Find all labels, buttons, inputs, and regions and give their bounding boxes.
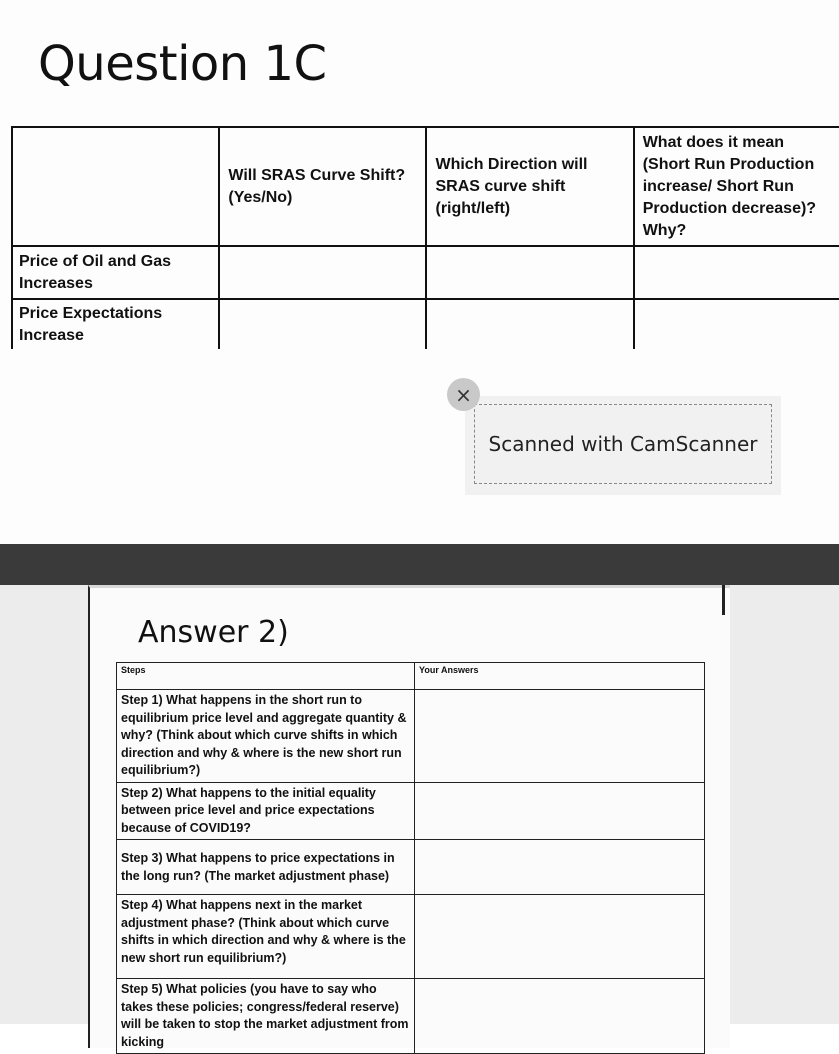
step-text: Step 1) What happens in the short run to equilibrium price level and aggregate quantity & why? (Think about which curve shifts in which direction and why & where is the new short run equilibrium?) <box>117 690 415 783</box>
page-title: Answer 2) <box>138 615 289 650</box>
table-row <box>117 690 705 783</box>
answer-cell <box>219 299 426 349</box>
camscanner-watermark <box>465 396 781 495</box>
step-text: Step 4) What happens next in the market adjustment phase? (Think about which curve shifts in which direction and why & where is the new short run equilibrium?) <box>117 895 415 979</box>
answer-cell <box>426 246 633 299</box>
table-header-row <box>117 663 705 690</box>
page-divider <box>0 544 839 585</box>
header-your-answers: Your Answers <box>415 663 705 690</box>
sras-table <box>11 126 839 349</box>
table-row <box>117 895 705 979</box>
watermark-text: Scanned with CamScanner <box>488 432 758 456</box>
row-label-price-expectations: Price Expectations Increase <box>12 299 219 349</box>
answer-cell <box>415 690 705 783</box>
paper-edge <box>722 585 725 615</box>
header-cell-shift: Will SRAS Curve Shift? (Yes/No) <box>219 127 426 246</box>
table-row <box>117 782 705 840</box>
row-label-oil-gas: Price of Oil and Gas Increases <box>12 246 219 299</box>
answer-cell <box>426 299 633 349</box>
header-steps: Steps <box>117 663 415 690</box>
table-row <box>12 299 839 349</box>
photo-page-answer <box>0 585 839 1049</box>
steps-table <box>116 662 705 1054</box>
table-header-row <box>12 127 839 246</box>
close-watermark-button[interactable] <box>447 378 480 411</box>
table-row <box>117 840 705 895</box>
header-cell-empty <box>12 127 219 246</box>
table-row <box>117 979 705 1054</box>
header-cell-direction: Which Direction will SRAS curve shift (right/left) <box>426 127 633 246</box>
step-text: Step 2) What happens to the initial equality between price level and price expectations because of COVID19? <box>117 782 415 840</box>
answer-cell <box>415 840 705 895</box>
answer-cell <box>634 246 839 299</box>
answer-cell <box>634 299 839 349</box>
header-cell-meaning: What does it mean (Short Run Production increase/ Short Run Production decrease)? Why? <box>634 127 839 246</box>
close-icon: × <box>455 382 472 407</box>
answer-cell <box>415 979 705 1054</box>
answer-cell <box>219 246 426 299</box>
step-text: Step 5) What policies (you have to say who takes these policies; congress/federal reserve) will be taken to stop the market adjustment from kicking <box>117 979 415 1054</box>
answer-cell <box>415 782 705 840</box>
watermark-box <box>474 404 772 484</box>
step-text: Step 3) What happens to price expectations in the long run? (The market adjustment phase) <box>117 840 415 895</box>
page-title: Question 1C <box>38 36 327 92</box>
table-row <box>12 246 839 299</box>
answer-cell <box>415 895 705 979</box>
